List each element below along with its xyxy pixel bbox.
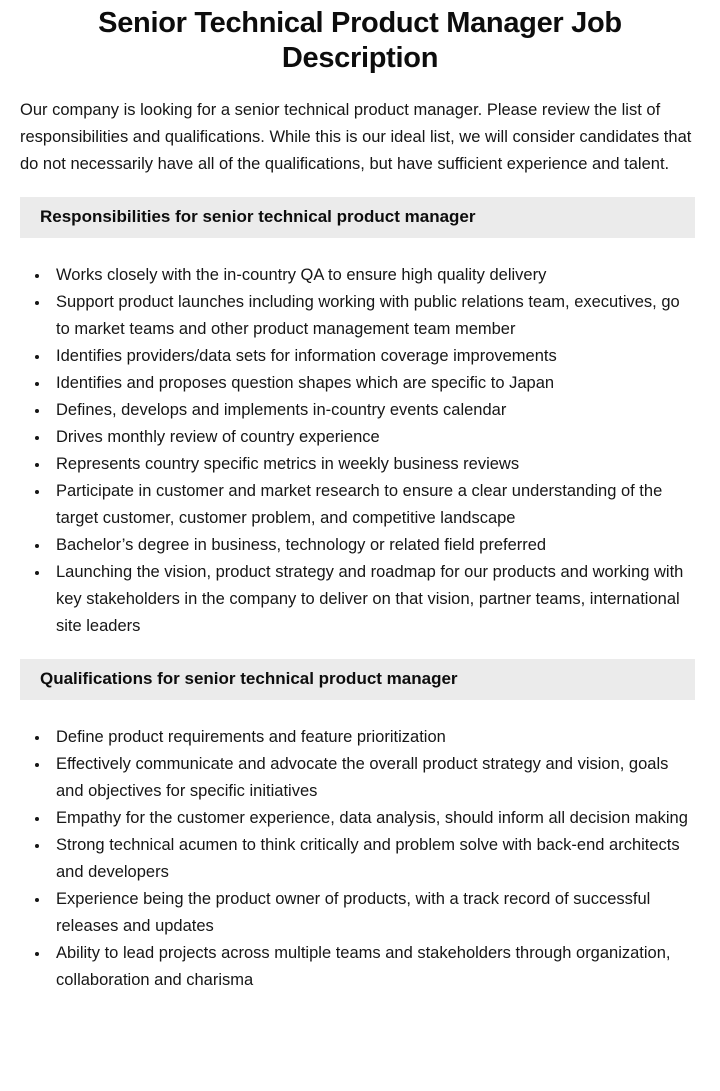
job-section: [0, 197, 720, 640]
list-item: • Define product requirements and feature prioritization: [50, 724, 696, 751]
list-item: • Identifies and proposes question shapes which are specific to Japan: [50, 370, 696, 397]
job-section: [0, 659, 720, 994]
list-item: • Represents country specific metrics in weekly business reviews: [50, 451, 696, 478]
list-item: • Empathy for the customer experience, data analysis, should inform all decision making: [50, 805, 696, 832]
list-item: • Works closely with the in-country QA to ensure high quality delivery: [50, 262, 696, 289]
sections-container: [0, 197, 720, 994]
section-heading: Responsibilities for senior technical product manager: [20, 197, 695, 238]
list-item: • Strong technical acumen to think critically and problem solve with back-end architects and developers: [50, 832, 696, 886]
list-item: • Defines, develops and implements in-country events calendar: [50, 397, 696, 424]
intro-paragraph: Our company is looking for a senior technical product manager. Please review the list of responsibilities and qualifications. While this is our ideal list, we will consider candidates that do not necessarily have all of the qualifications, but have sufficient experience and talent.: [20, 101, 692, 173]
list-item: • Participate in customer and market research to ensure a clear understanding of the target customer, customer problem, and competitive landscape: [50, 478, 696, 532]
list-item: • Effectively communicate and advocate the overall product strategy and vision, goals and objectives for specific initiatives: [50, 751, 696, 805]
list-item: • Identifies providers/data sets for information coverage improvements: [50, 343, 696, 370]
list-item: • Launching the vision, product strategy and roadmap for our products and working with key stakeholders in the company to deliver on that vision, partner teams, international site leaders: [50, 559, 696, 640]
list-item: • Drives monthly review of country experience: [50, 424, 696, 451]
list-item: • Support product launches including working with public relations team, executives, go to market teams and other product management team member: [50, 289, 696, 343]
list-item: • Experience being the product owner of products, with a track record of successful releases and updates: [50, 886, 696, 940]
page-title: Senior Technical Product Manager Job Description: [98, 7, 622, 74]
bullet-list: [20, 262, 696, 640]
section-heading: Qualifications for senior technical product manager: [20, 659, 695, 700]
list-item: • Ability to lead projects across multiple teams and stakeholders through organization, collaboration and charisma: [50, 940, 696, 994]
bullet-list: [20, 724, 696, 994]
list-item: • Bachelor’s degree in business, technology or related field preferred: [50, 532, 696, 559]
